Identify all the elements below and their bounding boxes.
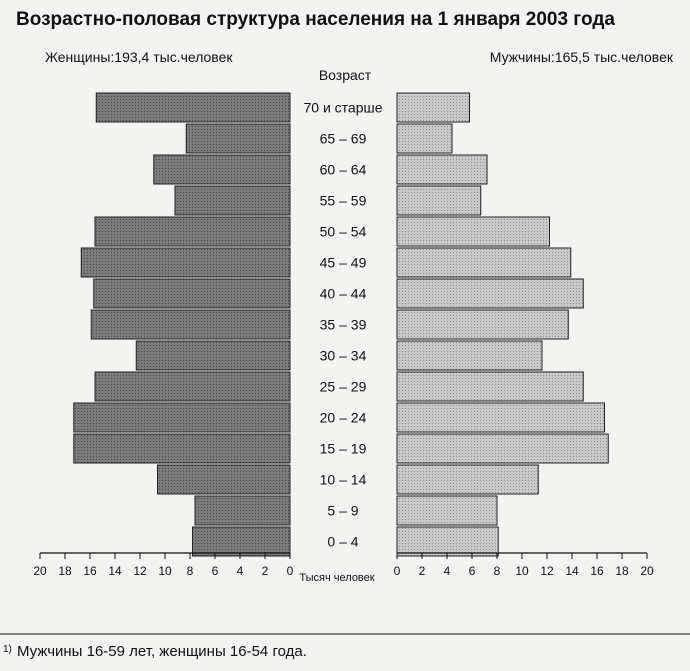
age-label-8: 30 – 34	[319, 347, 367, 364]
female-bar-1	[186, 124, 290, 153]
age-axis-label: Возраст	[318, 67, 372, 83]
age-label-4: 50 – 54	[319, 223, 367, 240]
male-bar-3	[397, 186, 481, 215]
age-label-1: 65 – 69	[319, 130, 367, 147]
female-bar-0	[96, 93, 290, 122]
right-tick-label-5: 10	[515, 564, 529, 578]
female-series-label: Женщины:193,4 тыс.человек	[45, 49, 233, 65]
x-axis-unit-label: Тысяч человек	[299, 572, 375, 584]
male-bar-10	[397, 403, 605, 432]
age-labels-group	[303, 100, 382, 550]
female-bar-4	[95, 217, 290, 246]
male-bar-11	[397, 434, 608, 463]
male-bar-7	[397, 310, 568, 339]
female-bar-12	[158, 465, 291, 494]
age-label-3: 55 – 59	[319, 192, 367, 209]
female-bar-2	[154, 155, 290, 184]
left-tick-label-0: 20	[33, 564, 47, 578]
chart-title: Возрастно-половая структура населения на 1 января 2003 года	[16, 9, 615, 30]
age-label-10: 20 – 24	[319, 409, 367, 426]
male-bar-6	[397, 279, 583, 308]
left-tick-label-6: 8	[186, 564, 194, 578]
age-label-7: 35 – 39	[319, 316, 367, 333]
female-bar-7	[91, 310, 290, 339]
male-bar-13	[397, 496, 497, 525]
right-tick-label-9: 18	[615, 564, 629, 578]
right-tick-label-3: 6	[468, 564, 476, 578]
female-bar-3	[175, 186, 290, 215]
right-tick-label-0: 0	[393, 564, 401, 578]
male-bar-9	[397, 372, 583, 401]
left-tick-label-10: 0	[286, 564, 294, 578]
female-bar-9	[95, 372, 290, 401]
age-label-2: 60 – 64	[319, 161, 367, 178]
age-label-14: 0 – 4	[327, 533, 359, 550]
left-tick-label-4: 12	[133, 564, 147, 578]
male-bar-2	[397, 155, 487, 184]
female-bar-8	[136, 341, 290, 370]
female-bar-5	[81, 248, 290, 277]
male-bar-12	[397, 465, 538, 494]
left-tick-label-9: 2	[261, 564, 269, 578]
right-tick-label-8: 16	[590, 564, 604, 578]
female-bar-13	[195, 496, 290, 525]
age-label-13: 5 – 9	[327, 502, 359, 519]
male-bar-4	[397, 217, 550, 246]
female-bar-6	[94, 279, 290, 308]
right-tick-label-6: 12	[540, 564, 554, 578]
female-bar-11	[74, 434, 290, 463]
left-tick-label-7: 6	[211, 564, 219, 578]
footnote-marker: 1)	[3, 644, 12, 655]
right-tick-label-4: 8	[493, 564, 501, 578]
age-label-6: 40 – 44	[319, 285, 367, 302]
left-tick-label-1: 18	[58, 564, 72, 578]
male-bar-14	[397, 527, 498, 556]
male-series-label: Мужчины:165,5 тыс.человек	[489, 49, 673, 65]
female-bar-14	[193, 527, 291, 556]
male-bar-8	[397, 341, 542, 370]
right-tick-label-10: 20	[640, 564, 654, 578]
male-bar-5	[397, 248, 571, 277]
left-tick-label-2: 16	[83, 564, 97, 578]
left-tick-label-3: 14	[108, 564, 122, 578]
male-bar-1	[397, 124, 452, 153]
right-tick-label-7: 14	[565, 564, 579, 578]
right-tick-label-1: 2	[418, 564, 426, 578]
age-label-9: 25 – 29	[319, 378, 367, 395]
right-tick-label-2: 4	[443, 564, 451, 578]
female-bar-10	[74, 403, 290, 432]
age-label-0: 70 и старше	[303, 99, 383, 116]
male-bar-0	[397, 93, 470, 122]
age-label-11: 15 – 19	[319, 440, 367, 457]
left-tick-label-5: 10	[158, 564, 172, 578]
age-label-5: 45 – 49	[319, 254, 367, 271]
left-tick-label-8: 4	[236, 564, 244, 578]
footnote-text: Мужчины 16-59 лет, женщины 16-54 года.	[17, 643, 307, 660]
age-label-12: 10 – 14	[319, 471, 367, 488]
